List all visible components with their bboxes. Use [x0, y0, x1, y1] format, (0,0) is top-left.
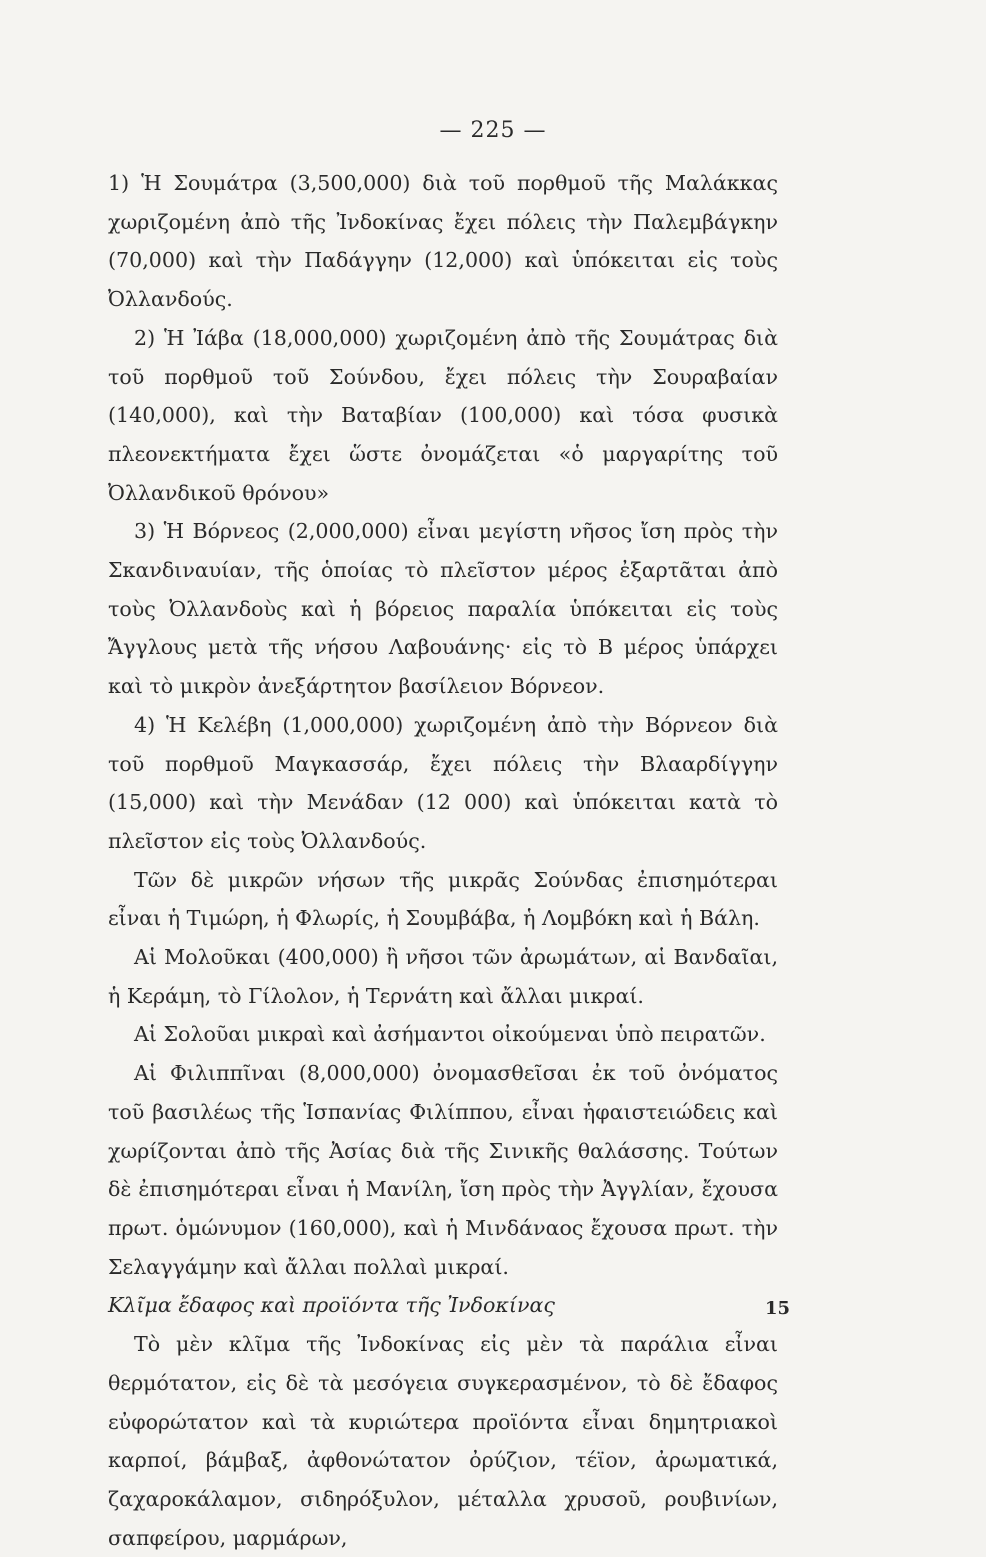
paragraph-borneo: 3) Ἡ Βόρνεος (2,000,000) εἶναι μεγίστη νῆσος ἴση πρὸς τὴν Σκανδιναυίαν, τῆς ὁποίας τὸ πλεῖστον μέρος ἐξαρτᾶται ἀπὸ τοὺς Ὀλλανδοὺς καὶ ἡ βόρειος παραλία ὑπόκειται εἰς τοὺς Ἄγγλους μετὰ τῆς νήσου Λαβουάνης· εἰς τὸ Β μέρος ὑπάρχει καὶ τὸ μικρὸν ἀνεξάρτητον βασίλειον Βόρνεον.	[108, 519, 778, 699]
section-heading: Κλῖμα ἔδαφος καὶ προϊόντα τῆς Ἰνδοκίνας	[108, 1293, 555, 1318]
page-text	[108, 164, 778, 1557]
paragraph-celebes: 4) Ἡ Κελέβη (1,000,000) χωριζομένη ἀπὸ τὴν Βόρνεον διὰ τοῦ πορθμοῦ Μαγκασσάρ, ἔχει πόλεις τὴν Βλααρδίγγην (15,000) καὶ τὴν Μενάδαν (12 000) καὶ ὑπόκειται κατὰ τὸ πλεῖστον εἰς τοὺς Ὀλλανδούς.	[108, 712, 778, 853]
paragraph-climate: Τὸ μὲν κλῖμα τῆς Ἰνδοκίνας εἰς μὲν τὰ παράλια εἶναι θερμότατον, εἰς δὲ τὰ μεσόγεια συγκερασμένον, τὸ δὲ ἔδαφος εὐφορώτατον καὶ τὰ κυριώτερα προϊόντα εἶναι δημητριακοὶ καρποί, βάμβαξ, ἀφθονώτατον ὀρύζιον, τέϊον, ἀρωματικά, ζαχαροκάλαμον, σιδηρόξυλον, μέταλλα χρυσοῦ, ρουβινίων, σαπφείρου, μαρμάρων,	[108, 1332, 778, 1550]
paragraph-moluccas: Αἱ Μολοῦκαι (400,000) ἢ νῆσοι τῶν ἀρωμάτων, αἱ Βανδαῖαι, ἡ Κεράμη, τὸ Γίλολον, ἡ Τερνάτη καὶ ἄλλαι μικραί.	[108, 945, 778, 1008]
page-number: — 225 —	[439, 118, 547, 143]
signature-mark: 15	[764, 1298, 790, 1319]
paragraph-sulu: Αἱ Σολοῦαι μικραὶ καὶ ἀσήμαντοι οἰκούμεναι ὑπὸ πειρατῶν.	[134, 1022, 766, 1047]
paragraph-sumatra: 1) Ἡ Σουμάτρα (3,500,000) διὰ τοῦ πορθμοῦ τῆς Μαλάκκας χωριζομένη ἀπὸ τῆς Ἰνδοκίνας ἔχει πόλεις τὴν Παλεμβάγκην (70,000) καὶ τὴν Παδάγγην (12,000) καὶ ὑπόκειται εἰς τοὺς Ὀλλανδούς.	[108, 171, 778, 312]
paragraph-lesser-sunda: Τῶν δὲ μικρῶν νήσων τῆς μικρᾶς Σούνδας ἐπισημότεραι εἶναι ἡ Τιμώρη, ἡ Φλωρίς, ἡ Σουμβάβα, ἡ Λομβόκη καὶ ἡ Βάλη.	[108, 867, 778, 931]
paragraph-java: 2) Ἡ Ἰάβα (18,000,000) χωριζομένη ἀπὸ τῆς Σουμάτρας διὰ τοῦ πορθμοῦ τοῦ Σούνδου, ἔχει πόλεις τὴν Σουραβαίαν (140,000), καὶ τὴν Βαταβίαν (100,000) καὶ τόσα φυσικὰ πλεονεκτήματα ἔχει ὥστε ὀνομάζεται «ὁ μαργαρίτης τοῦ Ὀλλανδικοῦ θρόνου»	[108, 325, 778, 505]
paragraph-philippines: Αἱ Φιλιππῖναι (8,000,000) ὀνομασθεῖσαι ἐκ τοῦ ὀνόματος τοῦ βασιλέως τῆς Ἱσπανίας Φιλίππου, εἶναι ἡφαιστειώδεις καὶ χωρίζονται ἀπὸ τῆς Ἀσίας διὰ τῆς Σινικῆς θαλάσσης. Τούτων δὲ ἐπισημότεραι εἶναι ἡ Μανίλη, ἴση πρὸς τὴν Ἀγγλίαν, ἔχουσα πρωτ. ὁμώνυμον (160,000), καὶ ἡ Μινδάναος ἔχουσα πρωτ. τὴν Σελαγγάμην καὶ ἄλλαι πολλαὶ μικραί.	[108, 1061, 778, 1279]
